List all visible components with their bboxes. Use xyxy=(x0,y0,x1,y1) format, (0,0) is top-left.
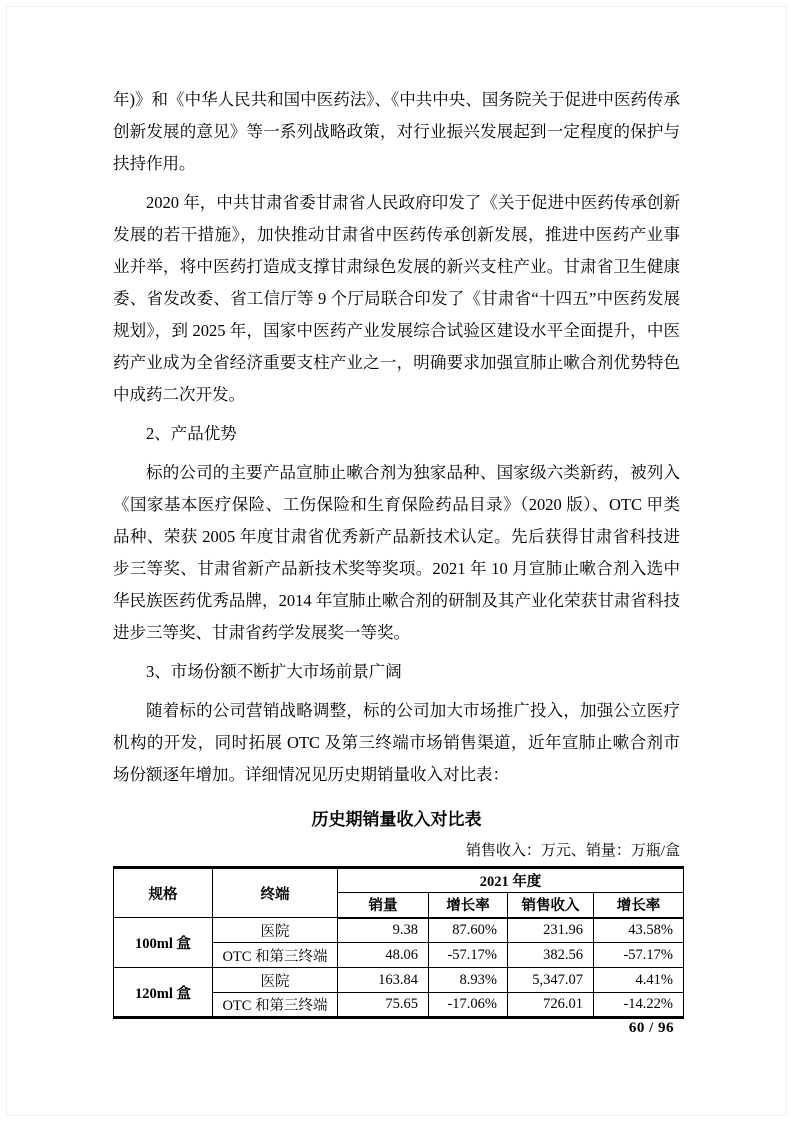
volume-cell: 9.38 xyxy=(338,918,429,943)
page-content xyxy=(113,84,680,1019)
revenue-growth-cell: 4.41% xyxy=(594,968,684,993)
revenue-cell: 5,347.07 xyxy=(508,968,594,993)
volume-cell: 163.84 xyxy=(338,968,429,993)
table-title: 历史期销量收入对比表 xyxy=(311,810,482,829)
volume-cell: 48.06 xyxy=(338,943,429,968)
sales-comparison-table xyxy=(113,866,684,1019)
paragraph-market-share: 随着标的公司营销战略调整，标的公司加大市场推广投入，加强公立医疗机构的开发，同时拓展 OTC 及第三终端市场销售渠道，近年宣肺止嗽合剂市场份额逐年增加。详细情况见历史期销量收入对比表： xyxy=(113,701,680,784)
header-revenue-growth: 增长率 xyxy=(594,893,684,918)
revenue-growth-cell: -57.17% xyxy=(594,943,684,968)
terminal-cell: 医院 xyxy=(213,968,338,993)
spec-100ml: 100ml 盒 xyxy=(114,918,213,968)
header-volume-growth: 增长率 xyxy=(429,893,508,918)
terminal-cell: 医院 xyxy=(213,918,338,943)
table-row-120ml-hospital xyxy=(114,968,684,993)
volume-growth-cell: -57.17% xyxy=(429,943,508,968)
header-terminal: 终端 xyxy=(213,868,338,918)
table-row-100ml-hospital xyxy=(114,918,684,943)
header-volume: 销量 xyxy=(338,893,429,918)
revenue-growth-cell: -14.22% xyxy=(594,993,684,1018)
revenue-cell: 231.96 xyxy=(508,918,594,943)
volume-growth-cell: -17.06% xyxy=(429,993,508,1018)
terminal-cell: OTC 和第三终端 xyxy=(213,943,338,968)
header-revenue: 销售收入 xyxy=(508,893,594,918)
header-period-2021: 2021 年度 xyxy=(338,868,684,893)
revenue-growth-cell: 43.58% xyxy=(594,918,684,943)
revenue-cell: 382.56 xyxy=(508,943,594,968)
section-heading-product-advantage: 2、产品优势 xyxy=(146,424,237,443)
section-heading-market-share: 3、市场份额不断扩大市场前景广阔 xyxy=(146,662,402,681)
table-units-note: 销售收入：万元、销量：万瓶/盒 xyxy=(465,843,680,859)
header-spec: 规格 xyxy=(114,868,213,918)
volume-cell: 75.65 xyxy=(338,993,429,1018)
page-number: 60 / 96 xyxy=(628,1020,674,1036)
paragraph-policy-continuation: 年)》和《中华人民共和国中医药法》、《中共中央、国务院关于促进中医药传承创新发展的意见》等一系列战略政策，对行业振兴发展起到一定程度的保护与扶持作用。 xyxy=(113,90,680,173)
volume-growth-cell: 87.60% xyxy=(429,918,508,943)
volume-growth-cell: 8.93% xyxy=(429,968,508,993)
spec-120ml: 120ml 盒 xyxy=(114,968,213,1018)
paragraph-product-advantage: 标的公司的主要产品宣肺止嗽合剂为独家品种、国家级六类新药，被列入《国家基本医疗保险、工伤保险和生育保险药品目录》（2020 版）、OTC 甲类品种、荣获 2005 年度甘肃省优秀新产品新技术认定。先后获得甘肃省科技进步三等奖、甘肃省新产品新技术奖等奖项。2021 年 10 月宣肺止嗽合剂入选中华民族医药优秀品牌，2014 年宣肺止嗽合剂的研制及其产业化荣获甘肃省科技进步三等奖、甘肃省药学发展奖一等奖。 xyxy=(113,463,680,642)
paragraph-gansu-policy: 2020 年，中共甘肃省委甘肃省人民政府印发了《关于促进中医药传承创新发展的若干措施》，加快推动甘肃省中医药传承创新发展，推进中医药产业事业并举，将中医药打造成支撑甘肃绿色发展的新兴支柱产业。甘肃省卫生健康委、省发改委、省工信厅等 9 个厅局联合印发了《甘肃省“十四五”中医药发展规划》，到 2025 年，国家中医药产业发展综合试验区建设水平全面提升，中医药产业成为全省经济重要支柱产业之一，明确要求加强宣肺止嗽合剂优势特色中成药二次开发。 xyxy=(113,193,680,404)
terminal-cell: OTC 和第三终端 xyxy=(213,993,338,1018)
revenue-cell: 726.01 xyxy=(508,993,594,1018)
table-header-row-top xyxy=(114,868,684,893)
